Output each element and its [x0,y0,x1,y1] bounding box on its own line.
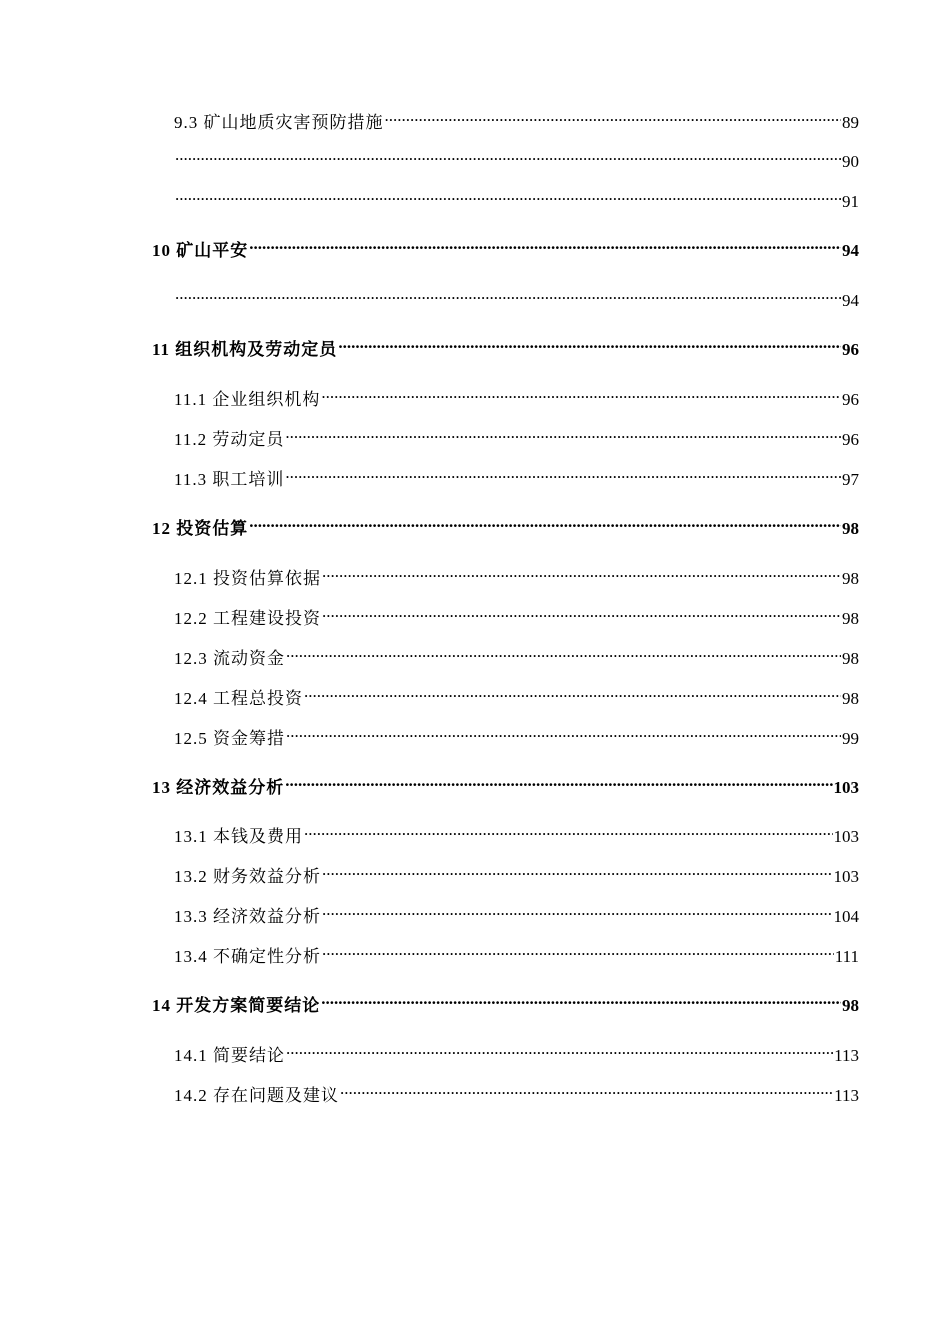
toc-leader-dots [322,940,834,962]
toc-chapter[interactable] [152,333,859,359]
toc-entry[interactable] [174,423,859,449]
toc-entry[interactable] [174,860,859,886]
toc-leader-dots [249,512,841,534]
toc-entry-label: 12.3 流动资金 [174,649,285,668]
toc-leader-dots [322,900,833,922]
toc-entry-page: 99 [842,729,859,748]
toc-leader-dots [175,284,841,306]
toc-entry[interactable] [174,602,859,628]
toc-chapter-page: 98 [842,519,859,538]
toc-chapter-page: 94 [842,241,859,260]
toc-leader-dots [286,642,841,664]
toc-chapter-label: 13 经济效益分析 [152,778,285,797]
toc-leader-dots [286,1039,833,1061]
toc-entry-page: 97 [842,470,859,489]
toc-entry[interactable] [174,145,859,171]
toc-leader-dots [321,383,841,405]
toc-entry-label: 12.1 投资估算依据 [174,569,321,588]
toc-entry-page: 98 [842,609,859,628]
toc-leader-dots [385,106,842,128]
toc-chapter-page: 98 [842,996,859,1015]
toc-entry-label: 11.3 职工培训 [174,470,285,489]
toc-chapter[interactable] [152,234,859,260]
toc-chapter-page: 96 [842,340,859,359]
toc-chapter[interactable] [152,771,859,797]
toc-leader-dots [338,333,841,355]
toc-entry[interactable] [174,463,859,489]
toc-entry-page: 103 [833,867,859,886]
toc-entry[interactable] [174,642,859,668]
toc-entry[interactable] [174,383,859,409]
toc-leader-dots [322,602,841,624]
toc-chapter[interactable] [152,512,859,538]
toc-entry[interactable] [174,562,859,588]
toc-entry-page: 98 [842,649,859,668]
toc-leader-dots [249,234,841,256]
toc-leader-dots [322,562,841,584]
toc-entry-label: 12.4 工程总投资 [174,689,303,708]
toc-entry[interactable] [174,900,859,926]
toc-leader-dots [322,860,833,882]
toc-entry-page: 89 [842,113,859,132]
toc-chapter-page: 103 [833,778,859,797]
toc-entry[interactable] [174,722,859,748]
toc-entry-page: 96 [842,430,859,449]
toc-entry[interactable] [174,1039,859,1065]
toc-entry[interactable] [174,284,859,310]
toc-entry-label: 14.1 简要结论 [174,1046,285,1065]
toc-leader-dots [321,989,841,1011]
toc-entry-label: 11.1 企业组织机构 [174,390,321,409]
toc-entry-page: 104 [833,907,859,926]
toc-entry[interactable] [174,940,859,966]
toc-entry-label: 13.3 经济效益分析 [174,907,321,926]
toc-entry-label: 11.2 劳动定员 [174,430,285,449]
toc-entry[interactable] [174,1079,859,1105]
toc-entry-page: 96 [842,390,859,409]
toc-entry-label: 9.3 矿山地质灾害预防措施 [174,113,384,132]
toc-chapter-label: 10 矿山平安 [152,241,249,260]
toc-leader-dots [175,185,841,207]
toc-entry-page: 90 [842,152,859,171]
toc-chapter-label: 11 组织机构及劳动定员 [152,340,338,359]
toc-entry-page: 111 [834,947,859,966]
toc-entry[interactable] [174,820,859,846]
toc-leader-dots [304,820,833,842]
toc-chapter[interactable] [152,989,859,1015]
toc-entry-page: 91 [842,192,859,211]
toc-entry-page: 113 [834,1046,859,1065]
toc-leader-dots [285,423,841,445]
toc-entry-label: 12.5 资金筹措 [174,729,285,748]
toc-entry-page: 98 [842,689,859,708]
toc-entry-label: 14.2 存在问题及建议 [174,1086,339,1105]
toc-chapter-label: 14 开发方案简要结论 [152,996,321,1015]
toc-entry[interactable] [174,682,859,708]
toc-leader-dots [285,463,841,485]
toc-entry[interactable] [174,185,859,211]
toc-entry-label: 13.4 不确定性分析 [174,947,321,966]
toc-entry-page: 113 [834,1086,859,1105]
toc-entry-label: 13.1 本钱及费用 [174,827,303,846]
toc-entry-page: 94 [842,291,859,310]
toc-entry-label: 12.2 工程建设投资 [174,609,321,628]
toc-entry-label: 13.2 财务效益分析 [174,867,321,886]
toc-entry[interactable] [174,106,859,132]
toc-leader-dots [175,145,841,167]
toc-leader-dots [285,771,832,793]
toc-entry-page: 98 [842,569,859,588]
toc-leader-dots [304,682,841,704]
toc-leader-dots [340,1079,833,1101]
toc-chapter-label: 12 投资估算 [152,519,249,538]
toc-entry-page: 103 [833,827,859,846]
toc-leader-dots [286,722,841,744]
